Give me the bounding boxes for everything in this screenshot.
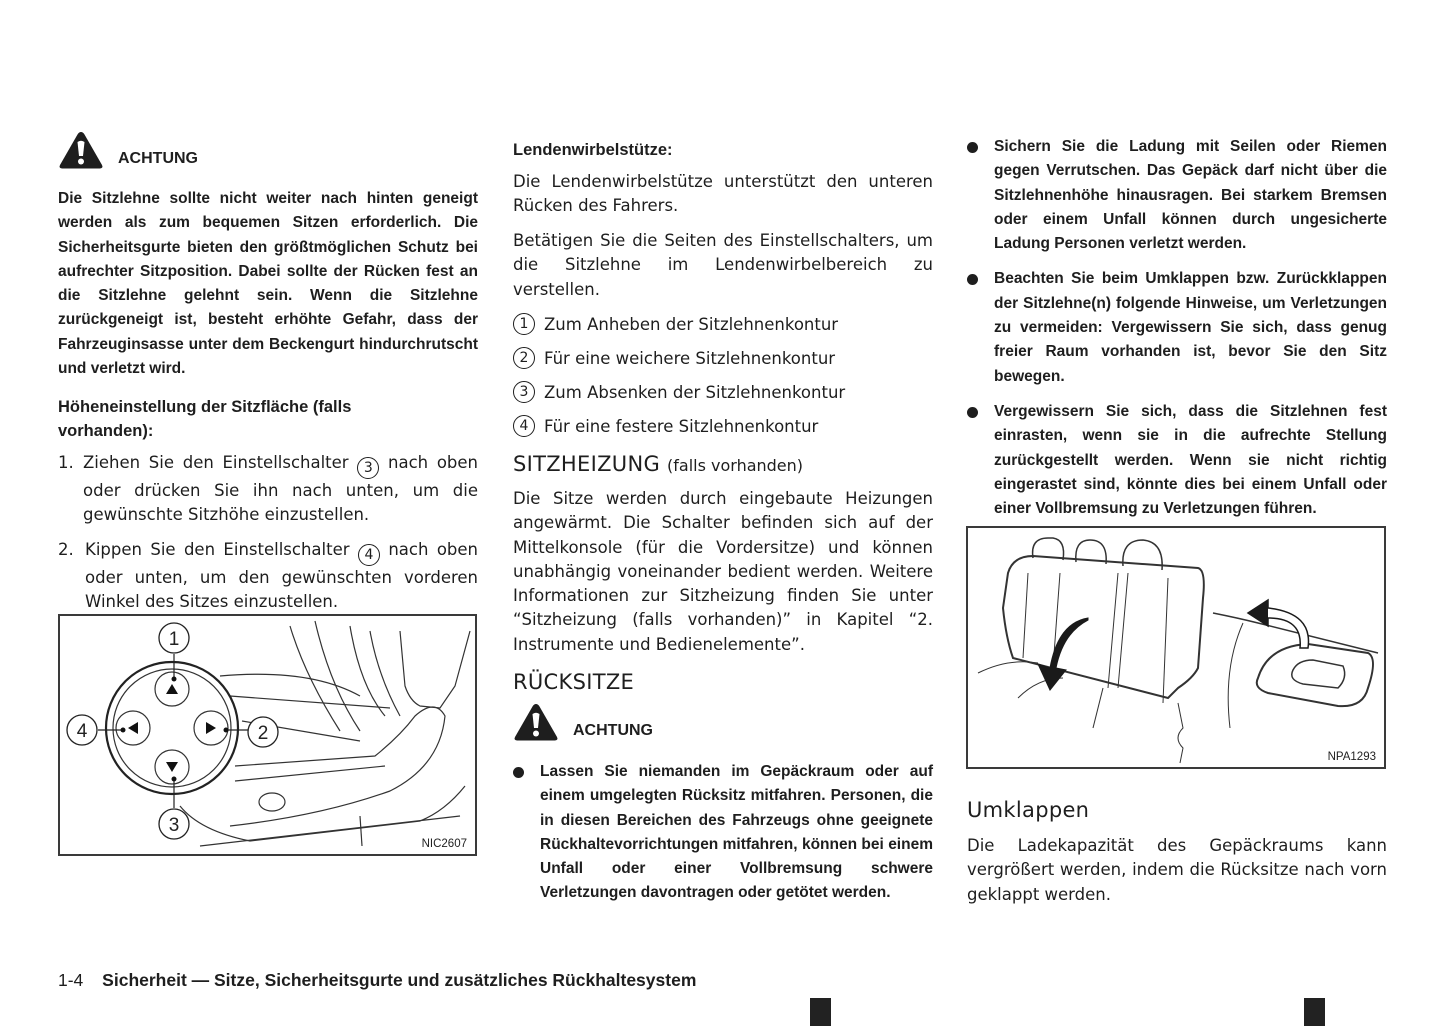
lumbar-paragraph-2: Betätigen Sie die Seiten des Einstellschalters, um die Sitzlehne im Lendenwirbelbereich zu verstellen.	[513, 231, 933, 299]
callout-2: 2	[257, 723, 269, 744]
warning-triangle-icon	[513, 702, 559, 742]
rear-warning-bullets	[513, 760, 933, 917]
step-text: Kippen Sie den Einstellschalter	[85, 539, 350, 559]
warning-label: ACHTUNG	[118, 150, 198, 167]
cargo-bullets	[967, 135, 1387, 532]
warning-bullet: Sichern Sie die Ladung mit Seilen oder Riemen gegen Verrutschen. Das Gepäck darf nicht über die Sitzlehnenhöhe hinausragen. Bei starkem Bremsen oder einem Unfall können durch ungesicherte Ladung Personen verletzt werden.	[967, 135, 1387, 256]
page-number: 1-4	[58, 970, 84, 990]
warning-bullet: Vergewissern Sie sich, dass die Sitzlehnen fest einrasten, wenn sie in die aufrechte Stellung zurückgestellt werden. Wenn sie nicht richtig eingerastet sind, könnte dies bei einem Unfall oder einer Vollbremsung zu Verletzungen führen.	[967, 400, 1387, 521]
callout-ref: 4	[513, 415, 535, 437]
thumb-tab-marker	[810, 998, 831, 1026]
step-text: nach oben oder drücken Sie ihn nach unten, um die gewünschte Sitzhöhe einzustellen.	[83, 453, 479, 525]
lumbar-option	[513, 409, 933, 443]
lumbar-paragraph-1: Die Lendenwirbelstütze unterstützt den unteren Rücken des Fahrers.	[513, 172, 933, 216]
height-adjust-heading: Höheneinstellung der Sitzfläche (falls vorhanden):	[58, 398, 352, 440]
rear-seat-fold-figure	[966, 526, 1386, 769]
rear-warning-header	[513, 702, 653, 742]
step-item	[58, 451, 478, 528]
lumbar-option	[513, 341, 933, 375]
callout-3: 3	[168, 815, 180, 836]
seat-heating-title: SITZHEIZUNG	[513, 452, 661, 476]
fold-text: Die Ladekapazität des Gepäckraums kann vergrößert werden, indem die Rücksitze nach vorn geklappt werden.	[967, 836, 1387, 904]
lumbar-option-text: Zum Absenken der Sitzlehnenkontur	[544, 382, 846, 402]
step-text: nach oben oder unten, um den gewünschten vorderen Winkel des Sitzes einzustellen.	[85, 539, 478, 611]
seat-heating-heading	[513, 452, 803, 476]
lumbar-option-text: Für eine weichere Sitzlehnenkontur	[544, 348, 836, 368]
step-item	[58, 538, 478, 615]
rear-seat-fold-illustration	[968, 528, 1386, 769]
lumbar-option	[513, 375, 933, 409]
lumbar-option-text: Für eine festere Sitzlehnenkontur	[544, 416, 819, 436]
seat-heating-suffix: (falls vorhanden)	[667, 456, 804, 475]
seat-switch-illustration	[60, 616, 477, 856]
seatback-warning-text: Die Sitzlehne sollte nicht weiter nach hinten geneigt werden als zum bequemen Sitzen erforderlich. Die Sicherheitsgurte bieten den größtmöglichen Schutz bei aufrechter Sitzposition. Dabei sollte der Rücken fest an die Sitzlehne gelehnt sein. Wenn die Sitzlehne zurückgeneigt ist, besteht erhöhte Gefahr, dass der Fahrzeuginsasse unter dem Beckengurt hindurchrutscht und verletzt wird.	[58, 190, 478, 378]
step-number: 1.	[58, 453, 74, 472]
warning-bullet: Beachten Sie beim Umklappen bzw. Zurückklappen der Sitzlehne(n) folgende Hinweise, um Verletzungen zu vermeiden: Vergewissern Sie sich, dass genug freier Raum vorhanden ist, bevor Sie den Sitz bewegen.	[967, 267, 1387, 388]
callout-ref: 3	[513, 381, 535, 403]
lumbar-option	[513, 307, 933, 341]
lumbar-options-list	[513, 307, 933, 443]
height-steps-list	[58, 451, 478, 624]
callout-ref: 3	[357, 457, 379, 479]
callout-4: 4	[76, 721, 88, 742]
warning-header	[58, 130, 198, 170]
chapter-title: Sicherheit — Sitze, Sicherheitsgurte und zusätzliches Rückhaltesystem	[102, 970, 697, 990]
seat-switch-figure	[58, 614, 477, 856]
callout-ref: 1	[513, 313, 535, 335]
figure-code: NIC2607	[421, 838, 467, 850]
callout-ref: 2	[513, 347, 535, 369]
thumb-tab-marker	[1304, 998, 1325, 1026]
figure-code: NPA1293	[1327, 751, 1376, 763]
rear-seats-heading: RÜCKSITZE	[513, 670, 635, 694]
page-footer	[58, 970, 696, 991]
callout-1: 1	[168, 629, 180, 650]
lumbar-option-text: Zum Anheben der Sitzlehnenkontur	[544, 314, 839, 334]
warning-label: ACHTUNG	[573, 722, 653, 739]
lumbar-heading: Lendenwirbelstütze:	[513, 141, 673, 159]
seat-heating-text: Die Sitze werden durch eingebaute Heizungen angewärmt. Die Schalter befinden sich auf der Mittelkonsole (für die Vordersitze) und können unabhängig voneinander bedient werden. Weitere Informationen zur Sitzheizung finden Sie unter “Sitzheizung (falls vorhanden)” in Kapitel “2. Instrumente und Bedienelemente”.	[513, 489, 933, 654]
warning-triangle-icon	[58, 130, 104, 170]
step-number: 2.	[58, 539, 74, 559]
step-text: Ziehen Sie den Einstellschalter	[83, 453, 349, 472]
fold-heading: Umklappen	[967, 798, 1090, 822]
warning-bullet: Lassen Sie niemanden im Gepäckraum oder auf einem umgelegten Rücksitz mitfahren. Personen, die in diesen Bereichen des Fahrzeugs ohne geeignete Rückhaltevorrichtungen mitfahren, können bei einem Unfall oder einer Vollbremsung schwere Verletzungen davontragen oder getötet werden.	[513, 760, 933, 906]
callout-ref: 4	[358, 544, 380, 566]
